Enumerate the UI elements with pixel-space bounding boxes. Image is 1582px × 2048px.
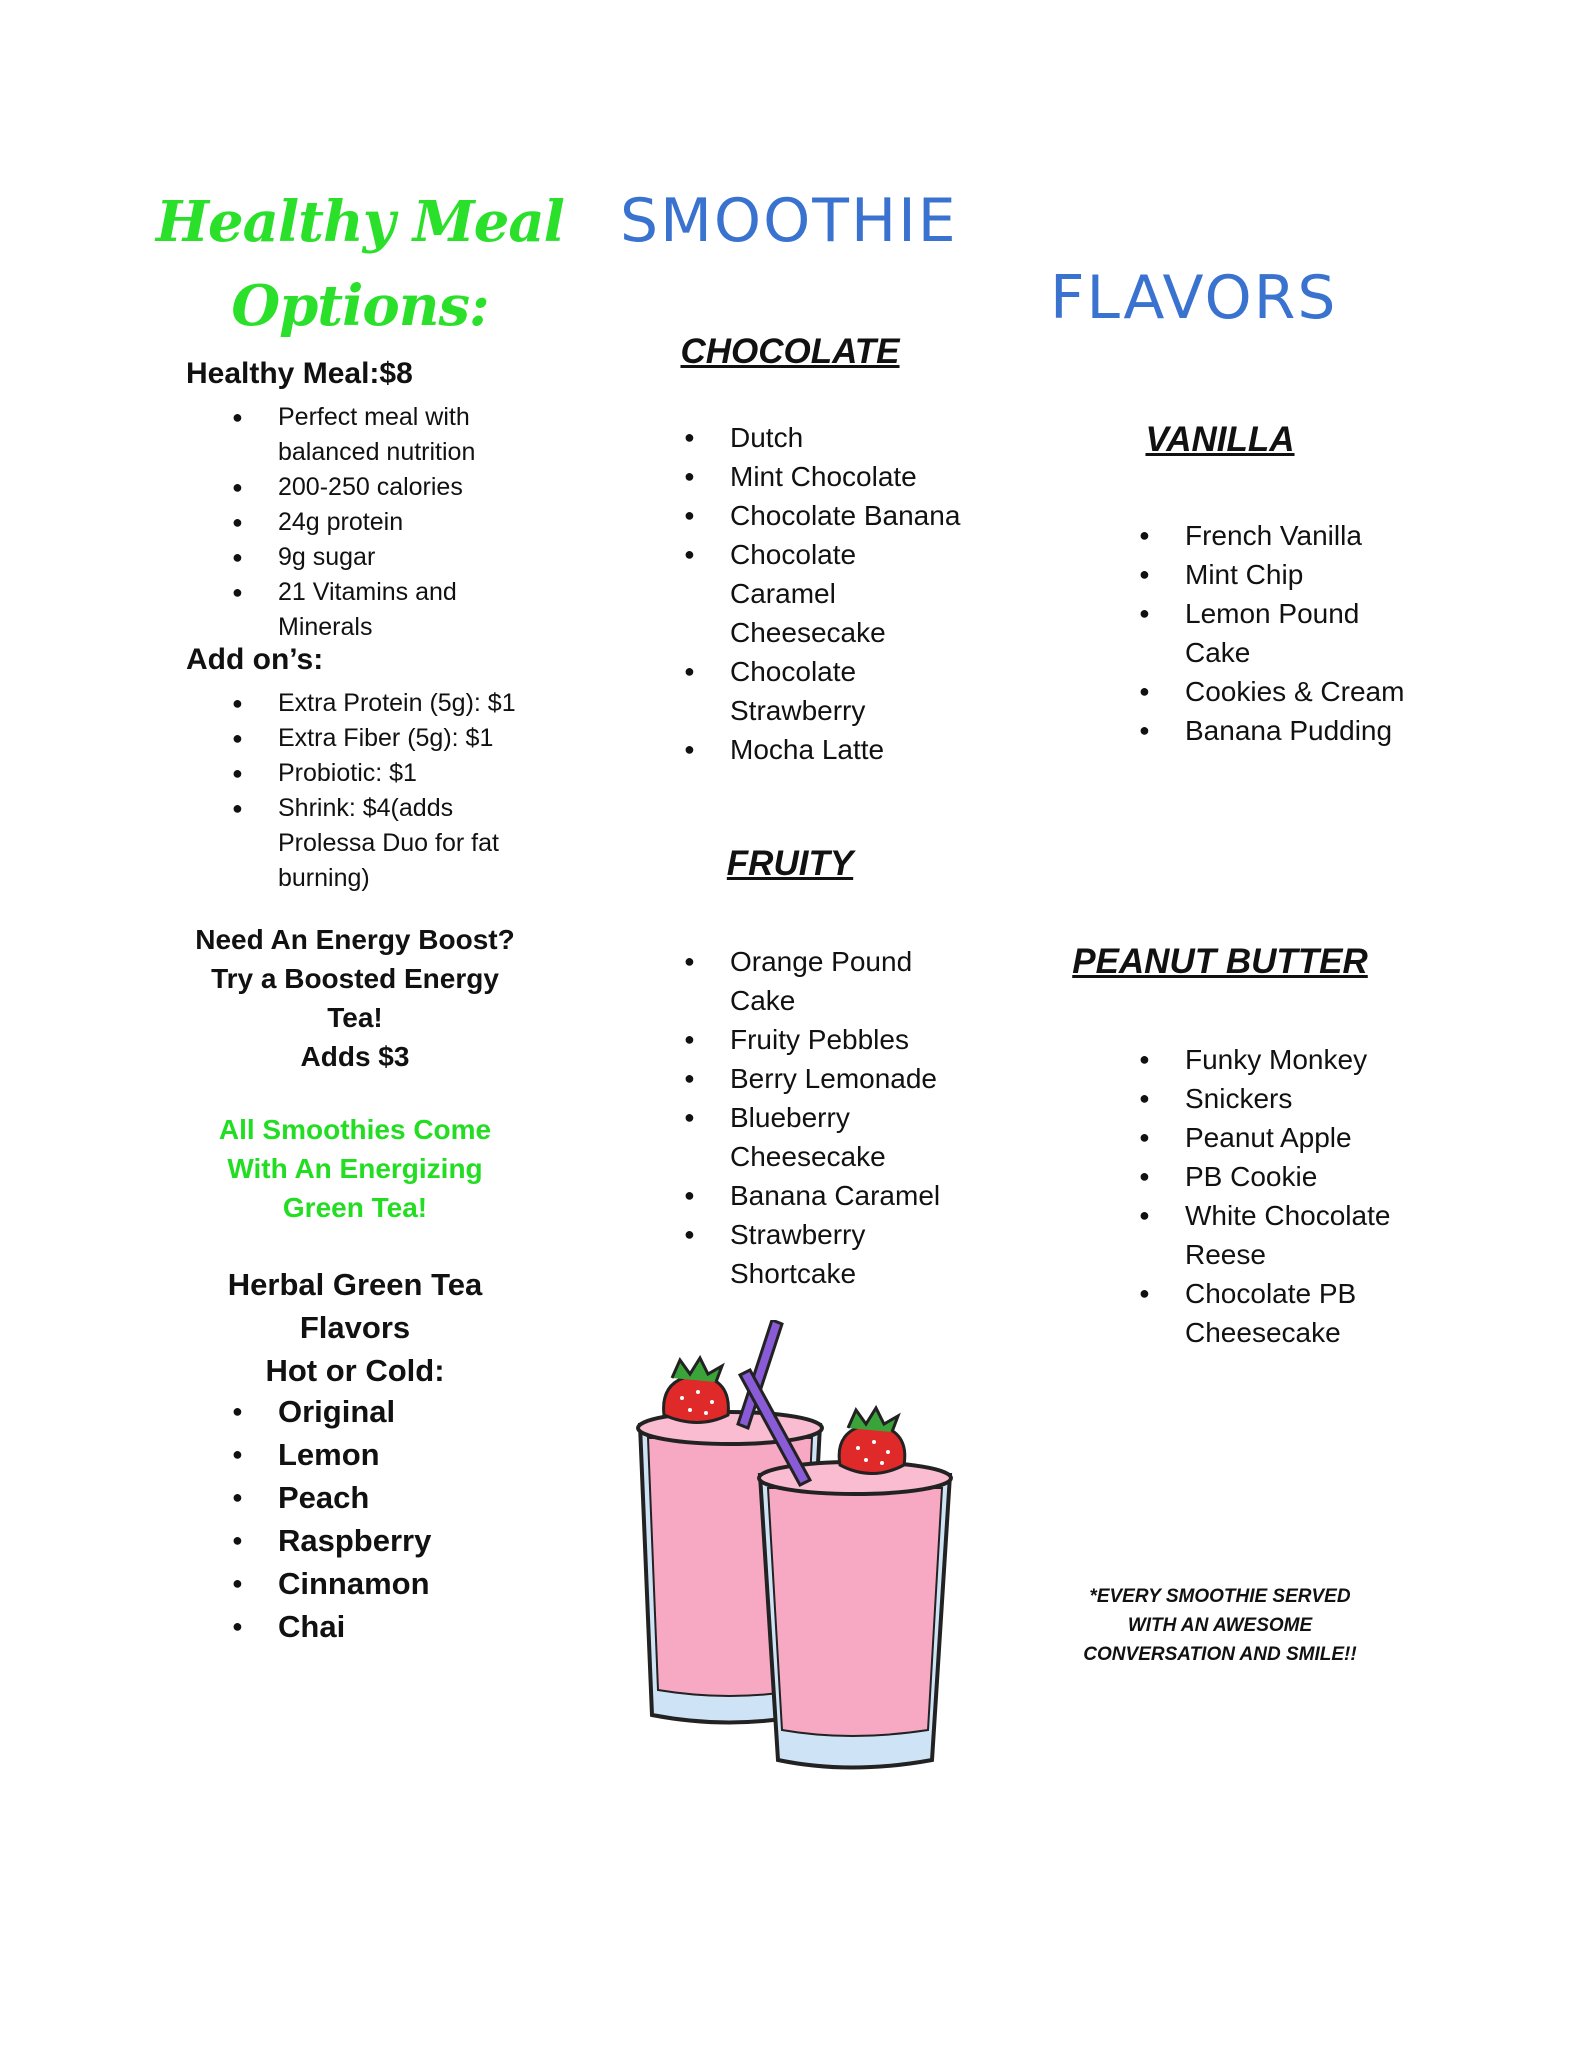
bullet-icon: ●: [1139, 1127, 1150, 1147]
list-item: ● Dutch: [638, 418, 968, 457]
list-item: ● Probiotic: $1: [186, 756, 546, 791]
bullet-icon: ●: [1139, 1049, 1150, 1069]
bullet-icon: ●: [1139, 1283, 1150, 1303]
list-item: ● Extra Fiber (5g): $1: [186, 721, 546, 756]
list-item: ● Peanut Apple: [1093, 1118, 1423, 1157]
bullet-icon: ●: [232, 1573, 243, 1593]
bullet-icon: ●: [684, 466, 695, 486]
bullet-icon: ●: [232, 512, 243, 532]
bullet-icon: ●: [684, 739, 695, 759]
bullet-icon: ●: [684, 1107, 695, 1127]
list-item: ● Lemon: [186, 1433, 546, 1476]
list-item: ● Extra Protein (5g): $1: [186, 686, 546, 721]
bullet-icon: ●: [232, 407, 243, 427]
bullet-icon: ●: [1139, 564, 1150, 584]
bullet-icon: ●: [684, 951, 695, 971]
bullet-icon: ●: [684, 1185, 695, 1205]
flavors-header: FLAVORS: [1050, 263, 1338, 333]
strawberry-icon: [839, 1408, 905, 1474]
list-item: ● Perfect meal with balanced nutrition: [186, 400, 546, 470]
bullet-icon: ●: [684, 505, 695, 525]
list-item: ● Fruity Pebbles: [638, 1020, 968, 1059]
bullet-icon: ●: [232, 582, 243, 602]
list-item: ● Cinnamon: [186, 1562, 546, 1605]
list-item: ● French Vanilla: [1093, 516, 1423, 555]
chocolate-list: [638, 418, 968, 769]
bullet-icon: ●: [232, 728, 243, 748]
green-tea-note: All Smoothies Come With An Energizing Green Tea!: [218, 1114, 492, 1223]
list-item: ● Mint Chocolate: [638, 457, 968, 496]
bullet-icon: ●: [232, 1616, 243, 1636]
bullet-icon: ●: [1139, 720, 1150, 740]
bullet-icon: ●: [232, 477, 243, 497]
list-item: ● Strawberry Shortcake: [638, 1215, 968, 1293]
addons-list: [186, 686, 546, 896]
energy-boost-note: Need An Energy Boost? Try a Boosted Energy Tea! Adds $3: [195, 924, 515, 1072]
footnote: *EVERY SMOOTHIE SERVED WITH AN AWESOME CONVERSATION AND SMILE!!: [1083, 1586, 1357, 1665]
bullet-icon: ●: [684, 1224, 695, 1244]
chocolate-heading: CHOCOLATE: [680, 332, 900, 371]
list-item: ● Mocha Latte: [638, 730, 968, 769]
list-item: ● Shrink: $4(adds Prolessa Duo for fat burning): [186, 791, 546, 896]
list-item: ● Banana Caramel: [638, 1176, 968, 1215]
bullet-icon: ●: [232, 1401, 243, 1421]
list-item: ● 21 Vitamins and Minerals: [186, 575, 546, 645]
list-item: ● Orange Pound Cake: [638, 942, 968, 1020]
title-line-1: Healthy Meal: [156, 189, 564, 255]
addons-heading: Add on’s:: [186, 643, 324, 676]
list-item: ● Banana Pudding: [1093, 711, 1423, 750]
list-item: ● Lemon Pound Cake: [1093, 594, 1423, 672]
list-item: ● Berry Lemonade: [638, 1059, 968, 1098]
list-item: ● Blueberry Cheesecake: [638, 1098, 968, 1176]
list-item: ● 200-250 calories: [186, 470, 546, 505]
bullet-icon: ●: [684, 1029, 695, 1049]
bullet-icon: ●: [684, 661, 695, 681]
bullet-icon: ●: [232, 798, 243, 818]
healthy-meal-title: [140, 180, 580, 348]
list-item: ● Chocolate PB Cheesecake: [1093, 1274, 1423, 1352]
list-item: ● Raspberry: [186, 1519, 546, 1562]
peanut-butter-heading: PEANUT BUTTER: [1072, 942, 1368, 981]
fruity-list: [638, 942, 968, 1293]
list-item: ● Funky Monkey: [1093, 1040, 1423, 1079]
title-line-2: Options:: [231, 273, 489, 339]
meal-features-list: [186, 400, 546, 645]
fruity-heading: FRUITY: [726, 844, 854, 883]
healthy-meal-heading: Healthy Meal:$8: [186, 357, 413, 390]
list-item: ● Cookies & Cream: [1093, 672, 1423, 711]
smoothie-glasses-illustration: [620, 1320, 980, 1770]
bullet-icon: ●: [232, 763, 243, 783]
bullet-icon: ●: [232, 1530, 243, 1550]
list-item: ● Chai: [186, 1605, 546, 1648]
vanilla-heading: VANILLA: [1145, 420, 1295, 459]
list-item: ● Chocolate Banana: [638, 496, 968, 535]
list-item: ● PB Cookie: [1093, 1157, 1423, 1196]
herbal-tea-heading: Herbal Green Tea Flavors Hot or Cold:: [227, 1267, 483, 1388]
list-item: ● Mint Chip: [1093, 555, 1423, 594]
peanut-butter-list: [1093, 1040, 1423, 1352]
bullet-icon: ●: [1139, 1166, 1150, 1186]
list-item: ● Chocolate Strawberry: [638, 652, 968, 730]
list-item: ● Chocolate Caramel Cheesecake: [638, 535, 968, 652]
vanilla-list: [1093, 516, 1423, 750]
bullet-icon: ●: [232, 547, 243, 567]
bullet-icon: ●: [232, 1444, 243, 1464]
list-item: ● White Chocolate Reese: [1093, 1196, 1423, 1274]
bullet-icon: ●: [232, 1487, 243, 1507]
bullet-icon: ●: [1139, 525, 1150, 545]
list-item: ● Original: [186, 1390, 546, 1433]
front-glass: [759, 1462, 951, 1768]
bullet-icon: ●: [684, 1068, 695, 1088]
bullet-icon: ●: [684, 427, 695, 447]
smoothie-header: SMOOTHIE: [620, 186, 958, 256]
bullet-icon: ●: [684, 544, 695, 564]
list-item: ● Snickers: [1093, 1079, 1423, 1118]
bullet-icon: ●: [1139, 1205, 1150, 1225]
strawberry-icon: [664, 1358, 729, 1423]
list-item: ● Peach: [186, 1476, 546, 1519]
list-item: ● 24g protein: [186, 505, 546, 540]
list-item: ● 9g sugar: [186, 540, 546, 575]
bullet-icon: ●: [1139, 681, 1150, 701]
bullet-icon: ●: [232, 693, 243, 713]
bullet-icon: ●: [1139, 603, 1150, 623]
bullet-icon: ●: [1139, 1088, 1150, 1108]
tea-flavors-list: [186, 1390, 546, 1648]
